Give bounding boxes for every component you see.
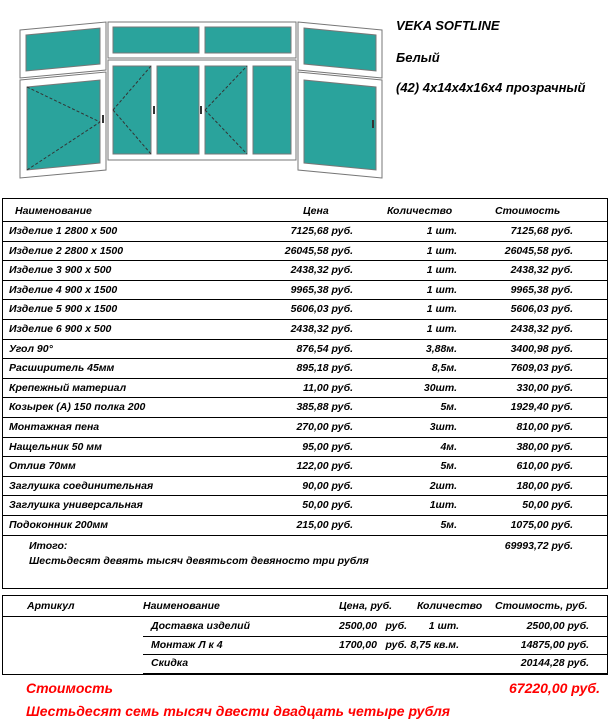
row-price: 95,00 руб. [302, 440, 353, 453]
row-qty: 5м. [440, 518, 457, 531]
total-words: Шестьдесят девять тысяч девятьсот девяносто три рубля [29, 554, 369, 567]
total-label: Итого: [29, 539, 68, 552]
service-cost: 14875,00 руб. [520, 639, 589, 651]
service-name: Скидка [151, 657, 189, 669]
row-price: 122,00 руб. [296, 460, 353, 473]
table-row [3, 340, 607, 360]
service-cost: 20144,28 руб. [520, 657, 589, 669]
total-value: 69993,72 руб. [504, 539, 573, 552]
service-qty: 1 шт. [428, 620, 459, 632]
table-row [3, 516, 607, 536]
row-price: 9965,38 руб. [290, 283, 353, 296]
row-cost: 810,00 руб. [516, 420, 573, 433]
row-name: Изделие 6 900 x 500 [9, 322, 112, 335]
table-row [3, 418, 607, 438]
row-qty: 1 шт. [426, 322, 457, 335]
service-price: 2500,00 [339, 620, 377, 632]
summary-words: Шестьдесят семь тысяч двести двадцать четыре рубля [26, 703, 451, 719]
service-unit: руб. [385, 639, 407, 651]
row-name: Изделие 3 900 x 500 [9, 264, 112, 277]
row-qty: 1 шт. [426, 303, 457, 316]
glass-label: (42) 4x14x4x16x4 прозрачный [396, 80, 586, 95]
service-name: Монтаж Л к 4 [151, 639, 223, 651]
table-row [3, 379, 607, 399]
row-price: 50,00 руб. [302, 499, 353, 512]
table-row [3, 320, 607, 340]
row-cost: 180,00 руб. [516, 479, 573, 492]
row-name: Крепежный материал [9, 381, 127, 394]
row-name: Угол 90° [9, 342, 53, 355]
service-cost: 2500,00 руб. [526, 620, 589, 632]
row-name: Монтажная пена [9, 420, 100, 433]
row-name: Расширитель 45мм [9, 362, 115, 375]
service-unit: руб. [385, 620, 407, 632]
table-row [3, 359, 607, 379]
table-row [3, 496, 607, 516]
row-cost: 7125,68 руб. [510, 225, 573, 237]
row-name: Подоконник 200мм [9, 518, 108, 531]
row-cost: 3400,98 руб. [510, 342, 573, 355]
summary-label: Стоимость [26, 680, 113, 696]
row-name: Нащельник 50 мм [9, 440, 102, 453]
row-price: 215,00 руб. [296, 518, 353, 531]
row-price: 7125,68 руб. [290, 225, 353, 237]
table-row [3, 398, 607, 418]
row-cost: 50,00 руб. [522, 499, 573, 512]
row-price: 385,88 руб. [296, 401, 353, 414]
row-qty: 3шт. [429, 420, 457, 433]
row-cost: 1075,00 руб. [510, 518, 573, 531]
row-qty: 1 шт. [426, 225, 457, 237]
service-qty: 8,75 кв.м. [410, 639, 459, 651]
service-price: 1700,00 [339, 639, 377, 651]
row-cost: 2438,32 руб. [510, 264, 573, 277]
left-transom-glass [26, 28, 100, 71]
row-cost: 2438,32 руб. [510, 322, 573, 335]
row-name: Отлив 70мм [9, 460, 76, 473]
row-qty: 5м. [440, 401, 457, 414]
row-price: 895,18 руб. [296, 362, 353, 375]
row-qty: 5м. [440, 460, 457, 473]
row-name: Заглушка соединительная [9, 479, 154, 492]
row-cost: 330,00 руб. [516, 381, 573, 394]
table-row [3, 242, 607, 262]
table-row [3, 477, 607, 497]
row-qty: 8,5м. [431, 362, 457, 375]
row-cost: 610,00 руб. [516, 460, 573, 473]
window-drawing [18, 20, 386, 182]
row-cost: 1929,40 руб. [510, 401, 573, 414]
table-header: Наименование Цена Количество Стоимость [3, 199, 607, 222]
row-price: 90,00 руб. [302, 479, 353, 492]
row-qty: 1 шт. [426, 264, 457, 277]
row-qty: 1 шт. [426, 283, 457, 296]
row-price: 270,00 руб. [296, 420, 353, 433]
row-name: Козырек (А) 150 полка 200 [9, 401, 146, 414]
service-name: Доставка изделий [151, 620, 251, 632]
row-price: 876,54 руб. [296, 342, 353, 355]
row-name: Изделие 2 2800 x 1500 [9, 244, 124, 257]
table-row [3, 300, 607, 320]
table-row [3, 261, 607, 281]
row-cost: 9965,38 руб. [510, 283, 573, 296]
row-name: Заглушка универсальная [9, 499, 143, 512]
row-cost: 380,00 руб. [516, 440, 573, 453]
table-row [3, 457, 607, 477]
row-qty: 2шт. [429, 479, 457, 492]
row-qty: 1 шт. [426, 244, 457, 257]
table-row [3, 281, 607, 301]
row-price: 26045,58 руб. [284, 244, 353, 257]
services-table: Артикул Наименование Цена, руб. Количество Стоимость, руб. Доставка изделий 2500,00 руб. 1 шт. 2500,00 руб. Монтаж Л к 4 1700,00 руб. 8,75 кв.м. 14875,00 руб. Скидка 20144,28 руб. [2, 595, 608, 675]
total-block [3, 536, 607, 588]
row-price: 11,00 руб. [303, 381, 353, 394]
table-row [3, 222, 607, 242]
row-qty: 1шт. [429, 499, 457, 512]
row-price: 2438,32 руб. [290, 264, 353, 277]
row-price: 2438,32 руб. [290, 322, 353, 335]
row-qty: 4м. [440, 440, 457, 453]
row-cost: 5606,03 руб. [510, 303, 573, 316]
row-cost: 26045,58 руб. [504, 244, 573, 257]
row-qty: 30шт. [423, 381, 457, 394]
row-price: 5606,03 руб. [290, 303, 353, 316]
row-name: Изделие 5 900 x 1500 [9, 303, 118, 316]
summary-value: 67220,00 руб. [509, 680, 600, 696]
row-name: Изделие 4 900 x 1500 [9, 283, 118, 296]
row-name: Изделие 1 2800 x 500 [9, 225, 118, 237]
profile-label: VEKA SOFTLINE [396, 18, 500, 33]
row-cost: 7609,03 руб. [510, 362, 573, 375]
price-table [2, 198, 608, 589]
table-row [3, 438, 607, 458]
color-label: Белый [396, 50, 440, 65]
row-qty: 3,88м. [425, 342, 457, 355]
